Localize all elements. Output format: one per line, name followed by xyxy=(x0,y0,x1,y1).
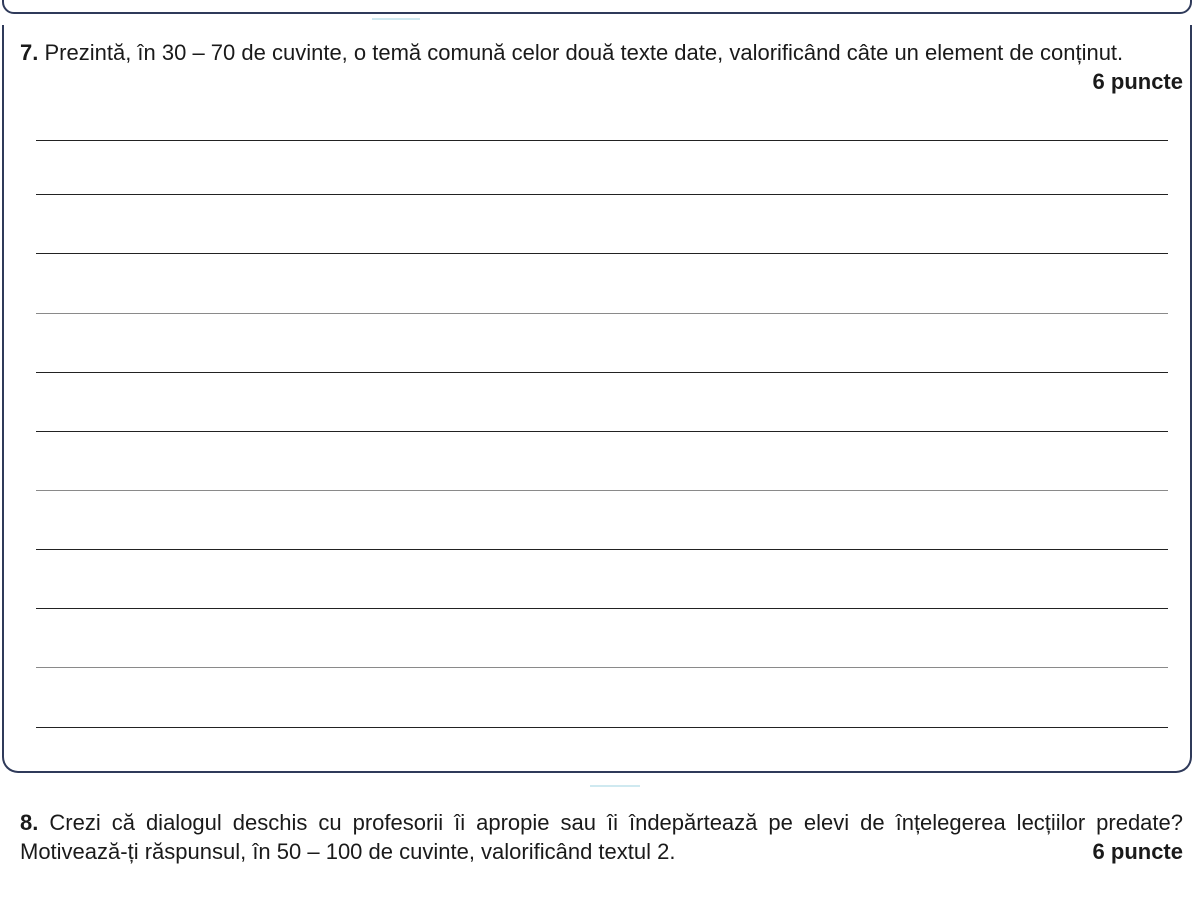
answer-line[interactable] xyxy=(36,608,1168,609)
question-8-text: Crezi că dialogul deschis cu profesorii îi apropie sau îi îndepărtează pe elevi de înțelegerea lecțiilor predate? Motivează-ți răspunsul, în 50 – 100 de cuvinte, valorificând textul 2. xyxy=(20,810,1183,864)
answer-line[interactable] xyxy=(36,727,1168,728)
question-7 xyxy=(20,38,1183,96)
answer-line[interactable] xyxy=(36,313,1168,314)
question-8 xyxy=(20,808,1183,866)
question-7-text: Prezintă, în 30 – 70 de cuvinte, o temă comună celor două texte date, valorificând câte un element de conținut. xyxy=(44,40,1124,65)
answer-line[interactable] xyxy=(36,253,1168,254)
answer-line[interactable] xyxy=(36,194,1168,195)
answer-line[interactable] xyxy=(36,667,1168,668)
question-8-points: 6 puncte xyxy=(1092,839,1183,864)
question-7-number: 7. xyxy=(20,40,39,65)
decorative-tick xyxy=(372,18,420,20)
answer-area-question-7[interactable] xyxy=(36,110,1168,750)
answer-line[interactable] xyxy=(36,372,1168,373)
decorative-tick xyxy=(590,785,640,787)
previous-question-box xyxy=(2,0,1192,14)
question-7-points: 6 puncte xyxy=(1092,69,1183,94)
answer-line[interactable] xyxy=(36,490,1168,491)
answer-line[interactable] xyxy=(36,431,1168,432)
question-8-number: 8. xyxy=(20,810,39,835)
answer-line[interactable] xyxy=(36,140,1168,141)
answer-line[interactable] xyxy=(36,549,1168,550)
